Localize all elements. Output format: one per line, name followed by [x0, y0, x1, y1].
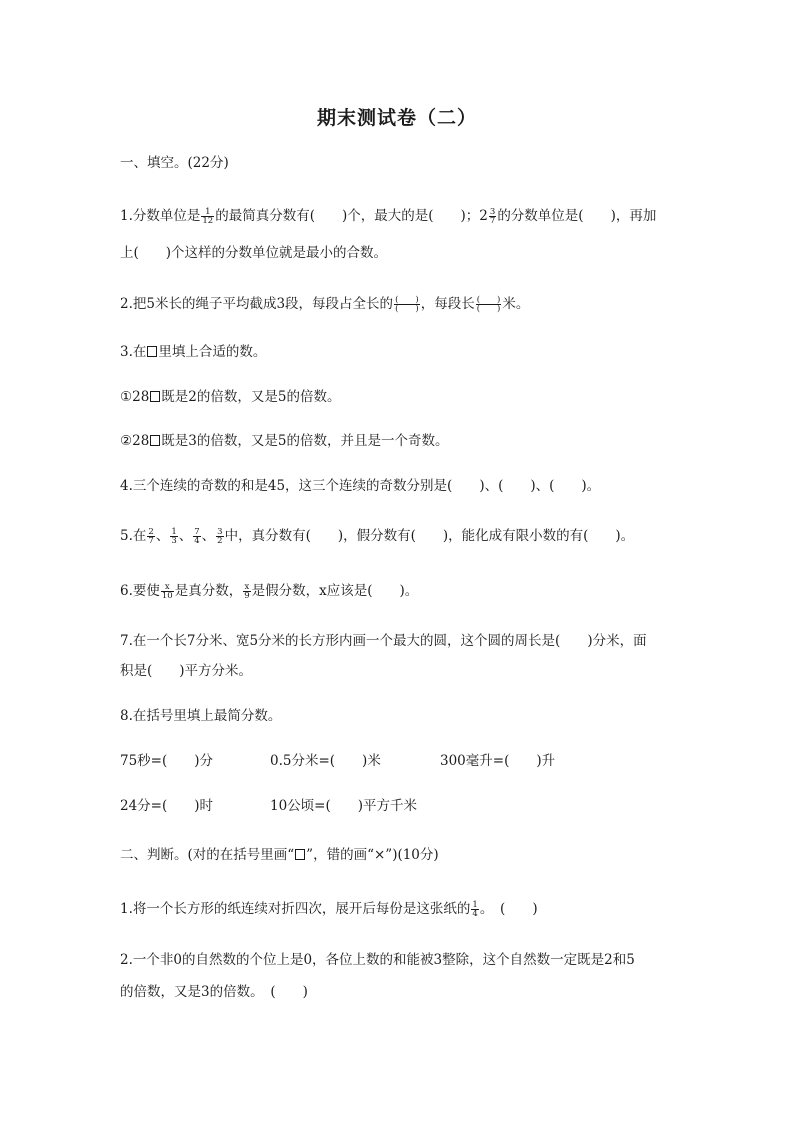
- question-2: 2.把5米长的绳子平均截成3段，每段占全长的 $\frac{( )}{( )}$ ，每段长 $\frac{( )}{( )}$ 米。: [120, 295, 530, 314]
- square-box-icon: [147, 346, 157, 357]
- mixed-number-2-3-7: 2 $\frac{3}{7}$: [479, 207, 496, 226]
- judgement-1: 1.将一个长方形的纸连续对折四次，展开后每份是这张纸的 $\frac{1}{4}$ 。 ( ): [120, 900, 538, 919]
- fraction-1-3: $\frac{1}{3}$: [171, 527, 177, 546]
- page-title: 期末测试卷（二）: [316, 107, 477, 129]
- conversion-item: 10公顷=( )平方千米: [270, 798, 418, 814]
- square-box-icon: [295, 849, 305, 860]
- conversion-item: 24分=( )时: [120, 798, 214, 814]
- question-6: 6.要使 $\frac{x}{10}$ 是真分数， $\frac{x}{9}$ 是假分数，x应该是( )。: [120, 582, 419, 601]
- fraction-x-10: $\frac{x}{10}$: [161, 582, 173, 601]
- fraction-1-4: $\frac{1}{4}$: [472, 900, 478, 919]
- question-3: 3.在 里填上合适的数。: [120, 344, 267, 360]
- question-3-item-2: ②28 既是3的倍数，又是5的倍数，并且是一个奇数。: [120, 433, 449, 449]
- conversion-item: 75秒=( )分: [120, 753, 214, 769]
- blank-fraction-1: $\frac{( )}{( )}$: [395, 295, 419, 314]
- conversion-item: 0.5分米=( )米: [270, 753, 381, 769]
- judgement-2-line-2: 的倍数，又是3的倍数。 ( ): [120, 984, 308, 1000]
- fraction-7-4: $\frac{7}{4}$: [194, 527, 200, 546]
- section2-heading: 二、判断。(对的在括号里画“ ”，错的画“×”)(10分): [120, 847, 439, 863]
- question-3-item-1: ①28 既是2的倍数，又是5的倍数。: [120, 389, 341, 405]
- question-1-line-2: 上( )个这样的分数单位就是最小的合数。: [120, 245, 388, 261]
- question-5: 5.在 $\frac{2}{7}$ 、 $\frac{1}{3}$ 、 $\frac{7}{4}$ 、 $\frac{3}{2}$ 中，真分数有( )，假分数有( )，能化成有限小数的有( )。: [120, 527, 635, 546]
- question-7-line-2: 积是( )平方分米。: [120, 663, 253, 679]
- fraction-1-12: $\frac{1}{12}$: [202, 207, 214, 226]
- question-8-row-2: [120, 796, 680, 816]
- fraction-3-2: $\frac{3}{2}$: [217, 527, 223, 546]
- blank-fraction-2: $\frac{( )}{( )}$: [476, 295, 501, 314]
- question-8: 8.在括号里填上最简分数。: [120, 708, 282, 724]
- question-8-row-1: [120, 751, 680, 771]
- conversion-item: 300毫升=( )升: [440, 753, 556, 769]
- fraction-x-9: $\frac{x}{9}$: [244, 582, 250, 601]
- question-1-line-1: 1.分数单位是 $\frac{1}{12}$ 的最简真分数有( )个，最大的是( )；2 $\frac{3}{7}$ 的分数单位是( )，再加: [120, 207, 657, 226]
- question-7-line-1: 7.在一个长7分米、宽5分米的长方形内画一个最大的圆，这个圆的周长是( )分米，面: [120, 633, 647, 649]
- question-4: 4.三个连续的奇数的和是45，这三个连续的奇数分别是( )、( )、( )。: [120, 478, 601, 494]
- fraction-2-7: $\frac{2}{7}$: [148, 527, 154, 546]
- square-box-icon: [150, 391, 160, 402]
- section1-heading: 一、填空。(22分): [120, 155, 229, 171]
- judgement-2-line-1: 2.一个非0的自然数的个位上是0，各位上数的和能被3整除，这个自然数一定既是2和5: [120, 952, 635, 968]
- square-box-icon: [150, 435, 160, 446]
